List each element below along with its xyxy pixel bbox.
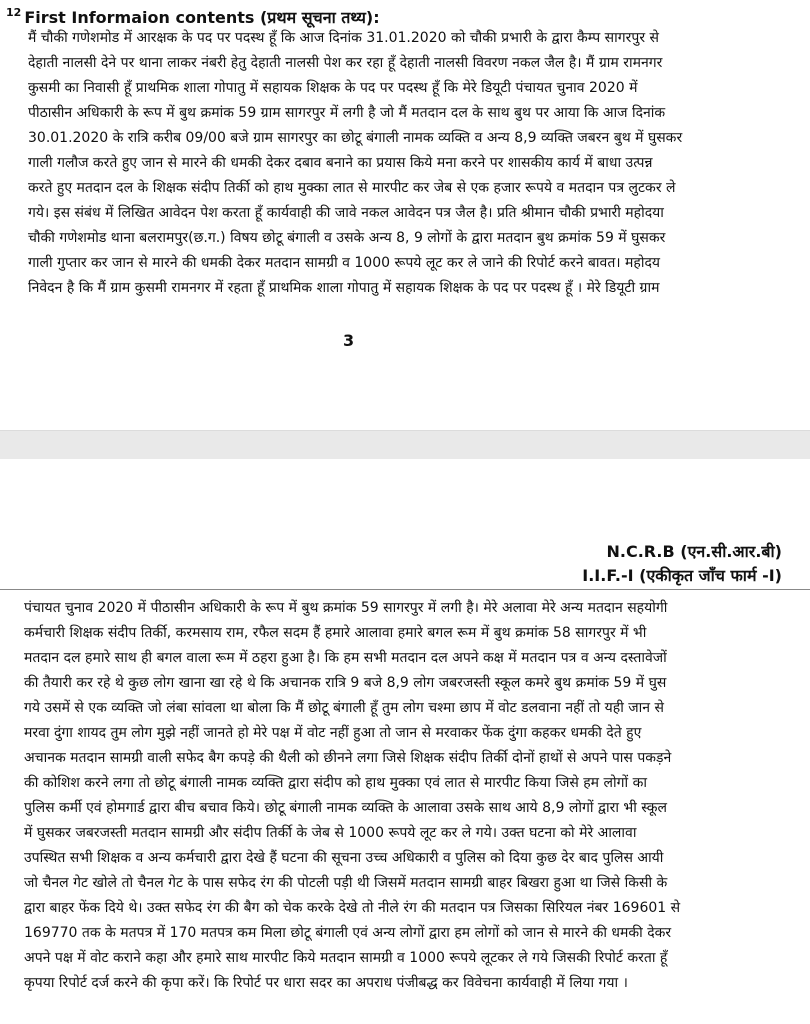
iif-form-header: I.I.F.-I (एकीकृत जाँच फार्म -I): [582, 566, 782, 585]
page-number: 3: [343, 331, 355, 350]
text-line: कृपया रिपोर्ट दर्ज करने की कृपा करें। कि रिपोर्ट पर धारा सदर का अपराध पंजीबद्ध कर विवेचना कार्यवाही में लिया गया ।: [24, 975, 628, 991]
text-line: कर्मचारी शिक्षक संदीप तिर्की, करमसाय राम, रफैल सदम हैं हमारे आलावा हमारे बगल रूम में बुथ क्रमांक 58 सागरपुर में भी: [24, 625, 647, 641]
statement-paragraph: [24, 596, 680, 996]
page-gap: [0, 430, 810, 460]
text-line: चौकी गणेशमोड थाना बलरामपुर(छ.ग.) विषय छोटू बंगाली व उसके अन्य 8, 9 लोगों के द्वारा मतदान बुथ क्रमांक 59 में घुसकर: [28, 230, 666, 246]
header-divider: [0, 589, 810, 590]
text-line: अपने पक्ष में वोट कराने कहा और हमारे साथ मारपीट किये मतदान सामग्री व 1000 रूपये लूटकर ले गये जिसकी रिपोर्ट करता हूँ: [24, 950, 668, 966]
section-title: First Informaion contents (प्रथम सूचना तथ्य):: [24, 8, 380, 27]
text-line: कुसमी का निवासी हूँ प्राथमिक शाला गोपातु में सहायक शिक्षक के पद पर पदस्थ हूँ कि मेरे डियूटी पंचायत चुनाव 2020 में: [28, 80, 638, 96]
text-line: 169770 तक के मतपत्र में 170 मतपत्र कम मिला छोटू बंगाली एवं अन्य लोगों द्वारा हम लोगों को जान से मारने की धमकी देकर: [24, 925, 672, 941]
text-line: गाली गुप्तार कर जान से मारने की धमकी देकर मतदान सामग्री व 1000 रूपये लूट कर ले जाने की रिपोर्ट करने बावत। महोदय: [28, 255, 661, 271]
first-information-paragraph: [28, 26, 682, 301]
page-cutoff: [0, 1014, 810, 1024]
text-line: मैं चौकी गणेशमोड में आरक्षक के पद पर पदस्थ हूँ कि आज दिनांक 31.01.2020 को चौकी प्रभारी के द्वारा कैम्प सागरपुर से: [28, 30, 659, 46]
text-line: मतदान दल हमारे साथ ही बगल वाला रूम में ठहरा हुआ है। कि हम सभी मतदान दल अपने कक्ष में मतदान पत्र व अन्य दस्तावेजों: [24, 650, 667, 666]
text-line: निवेदन है कि मैं ग्राम कुसमी रामनगर में रहता हूँ प्राथमिक शाला गोपातु में सहायक शिक्षक के पद पर पदस्थ हूँ । मेरे डियूटी ग्राम: [28, 280, 660, 296]
text-line: मरवा दुंगा शायद तुम लोग मुझे नहीं जानते हो मेरे पक्ष में वोट नहीं हुआ तो जान से मरवाकर फेंक दुंगा कहकर धमकी देते हुए: [24, 725, 642, 741]
text-line: अचानक मतदान सामग्री वाली सफेद बैग कपड़े की थैली को छीनने लगा जिसे शिक्षक संदीप तिर्की दोनों हाथों से अपने पास पकड़ने: [24, 750, 672, 766]
text-line: पीठासीन अधिकारी के रूप में बुथ क्रमांक 59 ग्राम सागरपुर में लगी है जो मैं मतदान दल के साथ बुथ पर आया कि आज दिनांक: [28, 105, 666, 121]
text-line: गये उसमें से एक व्यक्ति जो लंबा सांवला था बोला कि मैं छोटू बंगाली हूँ तुम लोग चश्मा छाप में वोट डलवाना नहीं तो यही जान से: [24, 700, 664, 716]
text-line: गाली गलौज करते हुए जान से मारने की धमकी देकर दबाव बनाने का प्रयास किये मना करने पर शासकीय कार्य में बाधा उत्पन्न: [28, 155, 653, 171]
text-line: 30.01.2020 के रात्रि करीब 09/00 बजे ग्राम सागरपुर का छोटू बंगाली नामक व्यक्ति व अन्य 8,9 व्यक्ति जबरन बुथ में घुसकर: [28, 130, 683, 146]
text-line: की कोशिश करने लगा तो छोटू बंगाली नामक व्यक्ति द्वारा संदीप को हाथ मुक्का एवं लात से मारपीट किया जिसे हम लोगों का: [24, 775, 647, 791]
text-line: देहाती नालसी देने पर थाना लाकर नंबरी हेतु देहाती नालसी पेश कर रहा हूँ देहाती नालसी विवरण नकल जैल है। मैं ग्राम रामनगर: [28, 55, 663, 71]
text-line: जो चैनल गेट खोले तो चैनल गेट के पास सफेद रंग की पोटली पड़ी थी जिसमें मतदान सामग्री बाहर बिखरा हुआ था जिसे किसी के: [24, 875, 668, 891]
text-line: उपस्थित सभी शिक्षक व अन्य कर्मचारी द्वारा देखे हैं घटना की सूचना उच्च अधिकारी व पुलिस को दिया कुछ देर बाद पुलिस आयी: [24, 850, 664, 866]
text-line: में घुसकर जबरजस्ती मतदान सामग्री और संदीप तिर्की के जेब से 1000 रूपये लूट कर ले गये। उक्त घटना को मेरे आलावा: [24, 825, 637, 841]
text-line: पंचायत चुनाव 2020 में पीठासीन अधिकारी के रूप में बुथ क्रमांक 59 सागरपुर में लगी है। मेरे अलावा मेरे अन्य मतदान सहयोगी: [24, 600, 668, 616]
section-heading: [6, 6, 380, 28]
text-line: द्वारा बाहर फेंक दिये थे। उक्त सफेद रंग की बैग को चेक करके देखे तो नीले रंग की मतदान पत्र जिसका सिरियल नंबर 169601 से: [24, 900, 681, 916]
text-line: की तैयारी कर रहे थे कुछ लोग खाना खा रहे थे कि अचानक रात्रि 9 बजे 8,9 लोग जबरजस्ती स्कूल कमरे बुथ क्रमांक 59 में घुस: [24, 675, 667, 691]
text-line: गये। इस संबंध में लिखित आवेदन पेश करता हूँ कार्यवाही की जावे नकल आवेदन पत्र जैल है। प्रति श्रीमान चौकी प्रभारी महोदया: [28, 205, 664, 221]
text-line: करते हुए मतदान दल के शिक्षक संदीप तिर्की को हाथ मुक्का लात से मारपीट कर जेब से एक हजार रूपये व मतदान पत्र लुटकर ले: [28, 180, 676, 196]
section-number: 12: [6, 6, 22, 19]
text-line: पुलिस कर्मी एवं होमगार्ड द्वारा बीच बचाव किये। छोटू बंगाली नामक व्यक्ति के आलावा उसके साथ आये 8,9 लोगों द्वारा भी स्कूल: [24, 800, 667, 816]
ncrb-header: N.C.R.B (एन.सी.आर.बी): [606, 542, 782, 561]
